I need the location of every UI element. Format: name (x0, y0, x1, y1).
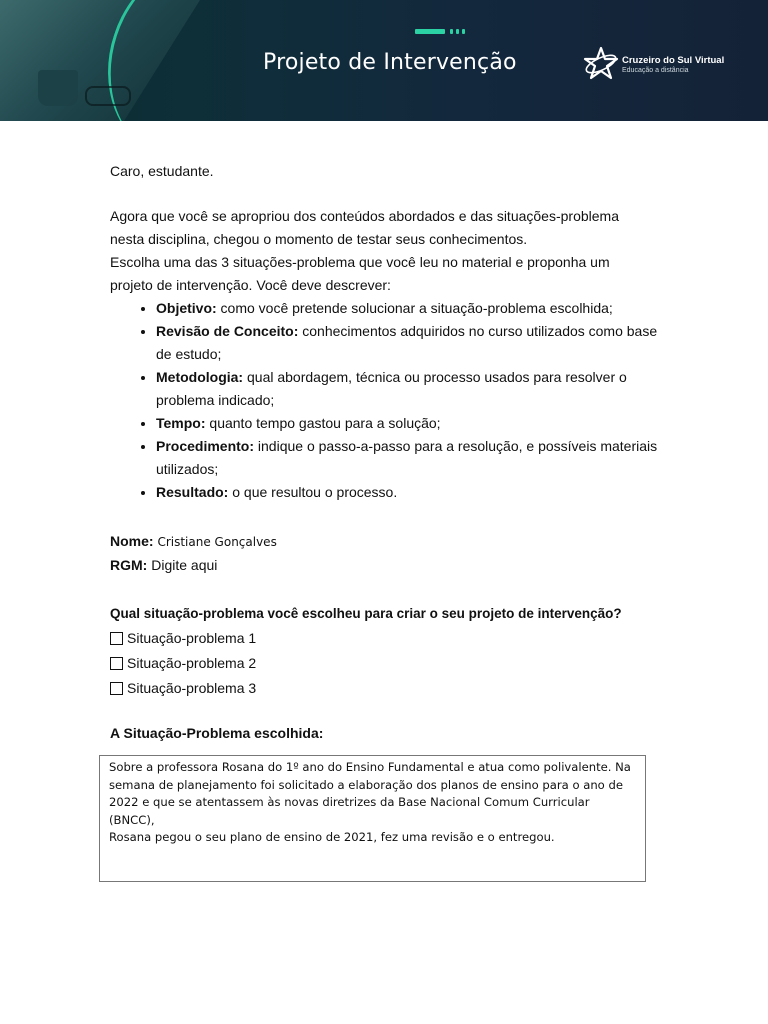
list-item (156, 412, 670, 435)
item-text: indique o passo-a-passo para a resolução, e possíveis materiais utilizados; (156, 438, 658, 477)
answer-line: Sobre a professora Rosana do 1º ano do Ensino Fundamental e atua como polivalente. Na (109, 760, 631, 774)
intro-line: Agora que você se apropriou dos conteúdos abordados e das situações-problema (110, 208, 619, 224)
document-body (110, 160, 670, 745)
chosen-problem-textbox[interactable] (99, 755, 646, 882)
checkbox[interactable] (110, 632, 123, 645)
brand-logo (583, 46, 723, 80)
coffee-cup-image (38, 70, 78, 106)
item-label: Resultado: (156, 484, 229, 500)
greeting: Caro, estudante. (110, 163, 214, 179)
accent-dot (450, 29, 453, 34)
star-logo-icon (583, 46, 619, 80)
item-text: quanto tempo gastou para a solução; (205, 415, 441, 431)
item-text: como você pretende solucionar a situação-problema escolhida; (216, 300, 613, 316)
checkbox[interactable] (110, 657, 123, 670)
option-2[interactable] (110, 651, 670, 676)
nome-label: Nome: (110, 533, 154, 549)
brand-name: Cruzeiro do Sul Virtual (622, 55, 725, 66)
rgm-field[interactable]: Digite aqui (151, 557, 218, 573)
item-label: Revisão de Conceito: (156, 323, 299, 339)
glasses-image (85, 86, 131, 106)
list-item (156, 481, 670, 504)
item-label: Procedimento: (156, 438, 255, 454)
intro-line: Escolha uma das 3 situações-problema que você leu no material e proponha um (110, 254, 610, 270)
chosen-problem-heading: A Situação-Problema escolhida: (110, 725, 324, 741)
header-banner (0, 0, 768, 121)
brand-tagline: Educação a distância (622, 67, 689, 74)
option-label: Situação-problema 2 (127, 655, 257, 671)
question-heading: Qual situação-problema você escolheu para criar o seu projeto de intervenção? (110, 606, 622, 621)
rgm-row (110, 554, 670, 577)
item-label: Metodologia: (156, 369, 244, 385)
accent-dot (456, 29, 459, 34)
page-title: Projeto de Intervenção (263, 50, 517, 75)
item-label: Tempo: (156, 415, 206, 431)
item-text: o que resultou o processo. (228, 484, 398, 500)
option-1[interactable] (110, 626, 670, 651)
list-item (156, 366, 670, 412)
intro-line: nesta disciplina, chegou o momento de testar seus conhecimentos. (110, 231, 528, 247)
checkbox[interactable] (110, 682, 123, 695)
item-text: qual abordagem, técnica ou processo usados para resolver o problema indicado; (156, 369, 627, 408)
list-item (156, 320, 670, 366)
rgm-label: RGM: (110, 557, 148, 573)
item-text: conhecimentos adquiridos no curso utilizados como base de estudo; (156, 323, 658, 362)
answer-line: semana de planejamento foi solicitado a elaboração dos planos de ensino para o ano de (109, 777, 623, 792)
answer-line: Rosana pegou o seu plano de ensino de 2021, fez uma revisão e o entregou. (109, 830, 555, 844)
list-item (156, 435, 670, 481)
intro-line: projeto de intervenção. Você deve descrever: (110, 277, 391, 293)
nome-row (110, 530, 670, 554)
accent-bar (415, 29, 445, 34)
item-label: Objetivo: (156, 300, 217, 316)
option-label: Situação-problema 1 (127, 630, 257, 646)
answer-line: 2022 e que se atentassem às novas diretrizes da Base Nacional Comum Curricular (BNCC), (109, 795, 590, 827)
option-3[interactable] (110, 676, 670, 701)
list-item (156, 297, 670, 320)
options-group (110, 626, 670, 701)
nome-field[interactable]: Cristiane Gonçalves (157, 535, 277, 549)
option-label: Situação-problema 3 (127, 680, 257, 696)
accent-dot (462, 29, 465, 34)
requirements-list (110, 297, 670, 504)
